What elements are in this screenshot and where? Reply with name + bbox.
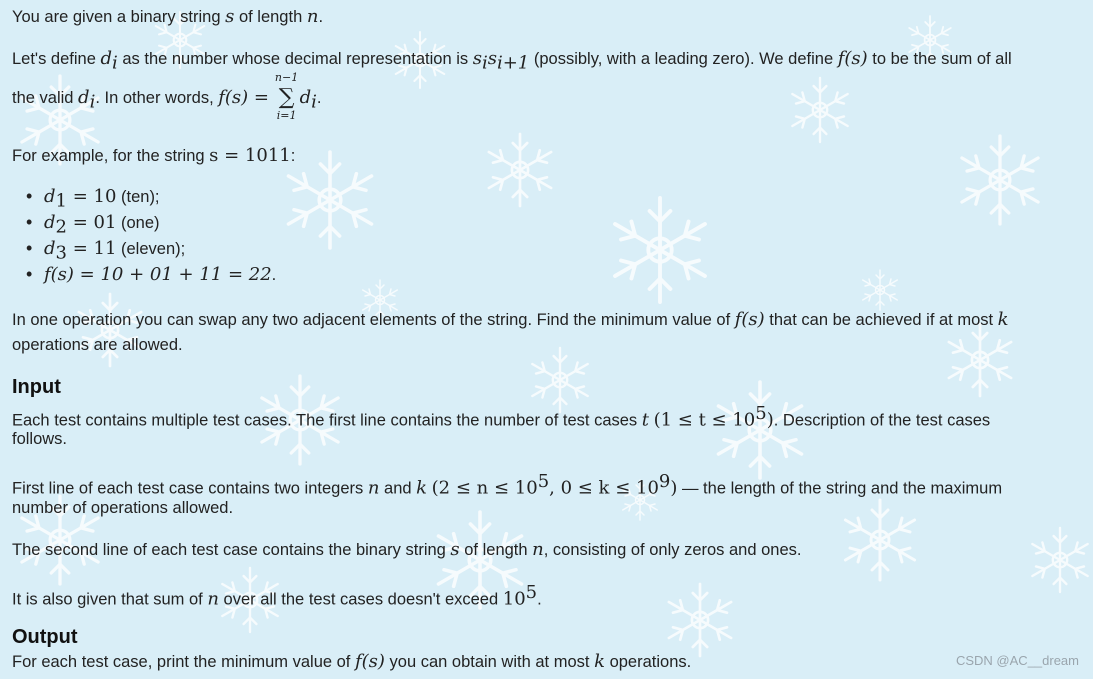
math-num: 10 <box>502 588 526 610</box>
text: Let's define <box>12 50 101 68</box>
text: (possibly, with a leading zero). We define <box>529 50 838 68</box>
math-sub: i <box>112 52 118 74</box>
math-fs: f(s) <box>354 651 385 672</box>
list-item <box>44 238 185 264</box>
math-s: s <box>472 48 482 69</box>
text: You are given a binary string <box>12 8 226 26</box>
text: — the length of the string and the maximum <box>677 479 1003 498</box>
text: the valid <box>12 89 79 107</box>
sigma: ∑ <box>278 85 295 111</box>
math-s: s <box>487 48 497 69</box>
text: For each test case, print the minimum value of <box>12 653 355 671</box>
math-exp: 5 <box>755 403 767 424</box>
statement-line-3 <box>12 71 322 123</box>
math-s: s <box>450 539 460 560</box>
math-eq: = 01 <box>66 212 117 233</box>
math-range: ) <box>670 477 678 499</box>
bullet: • <box>26 264 33 284</box>
math-sub: 2 <box>55 216 67 238</box>
math-eq: = 10 <box>66 186 117 207</box>
math-d: d <box>44 186 56 207</box>
text: of length <box>234 8 307 26</box>
text: It is also given that sum of <box>12 590 208 609</box>
text: of length <box>459 541 533 559</box>
text: that can be achieved if at most <box>764 311 998 329</box>
text: operations are allowed. <box>12 336 183 354</box>
math-n: n <box>306 6 319 27</box>
math-exp: 5 <box>537 471 550 492</box>
math-exp: 9 <box>658 471 671 492</box>
math-n: n <box>207 588 219 610</box>
math-sub: i <box>89 91 96 113</box>
text: For example, for the string <box>12 147 210 165</box>
math-k: k <box>997 309 1009 330</box>
math-range: , 0 ≤ k ≤ 10 <box>549 477 659 499</box>
text: (ten); <box>116 188 160 206</box>
text: . <box>316 89 322 107</box>
math-eq: s = 1011 <box>209 145 291 166</box>
math-fs: f(s) <box>734 309 765 330</box>
math-range: (2 ≤ n ≤ 10 <box>431 477 538 499</box>
sum-upper-limit: n−1 <box>274 71 299 85</box>
operation-line-1 <box>12 309 1009 331</box>
text: over all the test cases doesn't exceed <box>218 590 503 609</box>
text: The second line of each test case contains the binary string <box>12 541 451 559</box>
text: First line of each test case contains two integers <box>12 479 368 498</box>
math-eq: = 11 <box>66 238 117 259</box>
text: : <box>290 147 296 165</box>
math-k: k <box>594 651 605 672</box>
list-item <box>44 186 160 212</box>
math-sub: i <box>481 52 488 74</box>
math-d: d <box>44 212 56 233</box>
math-k: k <box>416 477 428 499</box>
text: . <box>271 266 277 284</box>
statement-line-2 <box>12 48 1012 74</box>
list-item <box>44 264 276 286</box>
operation-line-2 <box>12 334 183 356</box>
text: . <box>318 8 324 26</box>
example-intro <box>12 145 295 167</box>
bullet: • <box>26 186 33 206</box>
math-d: d <box>78 87 90 108</box>
input-line-5 <box>12 539 801 561</box>
csdn-watermark: CSDN @AC__dream <box>955 653 1079 668</box>
math-range: (1 ≤ t ≤ 10 <box>653 409 756 431</box>
text: . <box>537 590 542 609</box>
input-line-6 <box>12 582 542 611</box>
text: follows. <box>12 430 68 448</box>
summation-symbol <box>274 71 300 123</box>
text: as the number whose decimal representation is <box>117 50 473 68</box>
text: to be the sum of all <box>867 50 1012 68</box>
math-d: d <box>44 238 56 259</box>
math-sub: 3 <box>55 242 67 264</box>
input-heading: Input <box>12 376 61 398</box>
text: Each test contains multiple test cases. The first line contains the number of test cases <box>12 411 642 430</box>
list-item <box>44 212 160 238</box>
math-exp: 5 <box>525 582 538 603</box>
sum-lower-limit: i=1 <box>276 109 297 123</box>
math-range: ) <box>766 409 774 431</box>
math-sub: i <box>311 91 317 113</box>
bullet: • <box>26 238 33 258</box>
math-sub: 1 <box>55 190 67 212</box>
text: operations. <box>604 653 692 671</box>
math-sub: i+1 <box>496 52 530 74</box>
input-line-1 <box>12 403 990 432</box>
input-line-3 <box>12 471 1002 500</box>
text: number of operations allowed. <box>12 499 234 517</box>
text: and <box>379 479 417 498</box>
text: In one operation you can swap any two adjacent elements of the string. Find the minimum value of <box>12 311 735 329</box>
input-line-2 <box>12 428 67 450</box>
text: . In other words, <box>95 89 219 107</box>
math-s: s <box>225 6 235 27</box>
math-eq: f(s) = 10 + 01 + 11 = 22 <box>44 264 272 285</box>
output-heading: Output <box>12 626 78 648</box>
math-d: d <box>299 87 312 108</box>
math-d: d <box>100 48 112 69</box>
math-fs: f(s) <box>837 48 868 69</box>
output-line-1 <box>12 651 691 673</box>
input-line-4 <box>12 497 233 519</box>
text: you can obtain with at most <box>384 653 595 671</box>
text: (eleven); <box>116 240 186 258</box>
text: , consisting of only zeros and ones. <box>543 541 802 559</box>
math-n: n <box>367 477 380 499</box>
math-n: n <box>532 539 544 560</box>
math-t: t <box>641 409 649 431</box>
math-fs: f(s) = <box>218 87 269 108</box>
text: . Description of the test cases <box>773 411 991 430</box>
statement-line-1 <box>12 6 323 28</box>
text: (one) <box>116 214 160 232</box>
bullet: • <box>26 212 33 232</box>
